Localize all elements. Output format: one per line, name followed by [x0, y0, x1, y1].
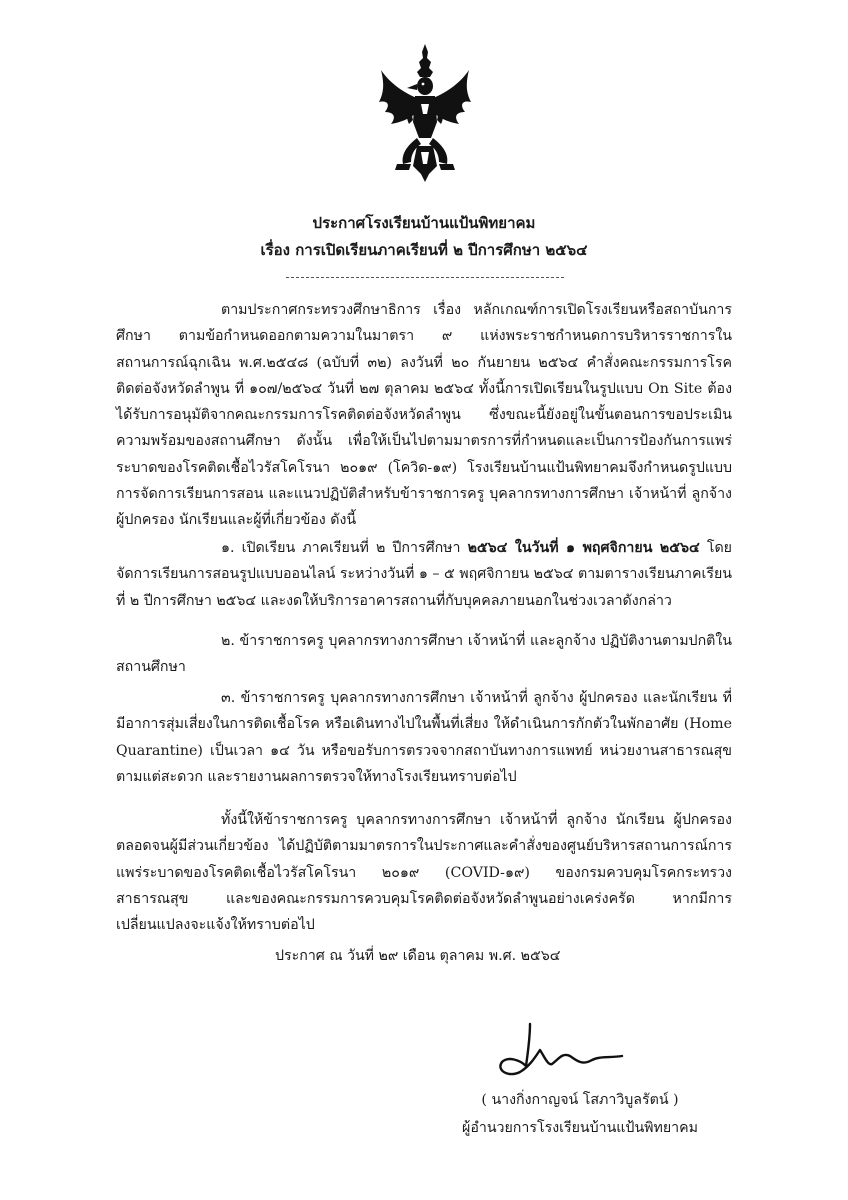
signer-name: ( นางกิ่งกาญจน์ โสภาวิบูลรัตน์ ) [481, 1092, 679, 1108]
intro-paragraph [116, 297, 732, 534]
announcement-date: ประกาศ ณ วันที่ ๒๙ เดือน ตุลาคม พ.ศ. ๒๕๖๔ [275, 948, 561, 964]
item-1-lead: ๑. เปิดเรียน ภาคเรียนที่ ๒ ปีการศึกษา [221, 540, 468, 556]
announcement-heading: ประกาศโรงเรียนบ้านแป้นพิทยาคม [312, 214, 536, 232]
item-3-paragraph [116, 685, 732, 790]
item-1-text [116, 535, 732, 614]
signer-position: ผู้อำนวยการโรงเรียนบ้านแป้นพิทยาคม [462, 1120, 698, 1136]
closing-paragraph [116, 807, 732, 938]
item-3-text: ๓. ข้าราชการครู บุคลากรทางการศึกษา เจ้าหน้าที่ ลูกจ้าง ผู้ปกครอง และนักเรียน ที่มีอาการสุ่มเสี่ยงในการติดเชื้อโรค หรือเดินทางไปในพื้นที่เสี่ยง ให้ดำเนินการกักตัวในพักอาศัย (Home Quarantine) เป็นเวลา ๑๔ วัน หรือขอรับการตรวจจากสถาบันทางการแพทย์ หน่วยงานสาธารณสุขตามแต่สะดวก และรายงานผลการตรวจให้ทางโรงเรียนทราบต่อไป [116, 690, 732, 785]
item-2-paragraph [116, 628, 732, 681]
item-1-paragraph [116, 535, 732, 614]
item-1-rest: โดยจัดการเรียนการสอนรูปแบบออนไลน์ ระหว่างวันที่ ๑ – ๕ พฤศจิกายน ๒๕๖๔ ตามตารางเรียนภาคเรียนที่ ๒ ปีการศึกษา ๒๕๖๔ และงดให้บริการอาคารสถานที่กับบุคคลภายนอกในช่วงเวลาดังกล่าว [116, 540, 732, 609]
closing-text: ทั้งนี้ให้ข้าราชการครู บุคลากรทางการศึกษา เจ้าหน้าที่ ลูกจ้าง นักเรียน ผู้ปกครอง ตลอดจนผู้มีส่วนเกี่ยวข้อง ได้ปฏิบัติตามมาตรการในประกาศและคำสั่งของศูนย์บริหารสถานการณ์การแพร่ระบาดของโรคติดเชื้อไวรัสโคโรนา ๒๐๑๙ (COVID-๑๙) ของกรมควบคุมโรคกระทรวงสาธารณสุข และของคณะกรรมการควบคุมโรคติดต่อจังหวัดลำพูนอย่างเคร่งครัด หากมีการเปลี่ยนแปลงจะแจ้งให้ทราบต่อไป [116, 812, 732, 934]
intro-text: ตามประกาศกระทรวงศึกษาธิการ เรื่อง หลักเกณฑ์การเปิดโรงเรียนหรือสถาบันการศึกษา ตามข้อกำหนดออกตามความในมาตรา ๙ แห่งพระราชกำหนดการบริหารราชการในสถานการณ์ฉุกเฉิน พ.ศ.๒๕๔๘ (ฉบับที่ ๓๒) ลงวันที่ ๒๐ กันยายน ๒๕๖๔ คำสั่งคณะกรรมการโรคติดต่อจังหวัดลำพูน ที่ ๑๐๗/๒๕๖๔ วันที่ ๒๗ ตุลาคม ๒๕๖๔ ทั้งนี้การเปิดเรียนในรูปแบบ On Site ต้องได้รับการอนุมัติจากคณะกรรมการโรคติดต่อจังหวัดลำพูน ซึ่งขณะนี้ยังอยู่ในขั้นตอนการขอประเมินความพร้อมของสถานศึกษา ดังนั้น เพื่อให้เป็นไปตามมาตรการที่กำหนดและเป็นการป้องกันการแพร่ระบาดของโรคติดเชื้อไวรัสโคโรนา ๒๐๑๙ (โควิด-๑๙) โรงเรียนบ้านแป้นพิทยาคมจึงกำหนดรูปแบบการจัดการเรียนการสอน และแนวปฏิบัติสำหรับข้าราชการครู บุคลากรทางการศึกษา เจ้าหน้าที่ ลูกจ้าง ผู้ปกครอง นักเรียนและผู้ที่เกี่ยวข้อง ดังนี้ [116, 302, 732, 529]
item-1-date-emphasis: ๒๕๖๔ ในวันที่ ๑ พฤศจิกายน ๒๕๖๔ [467, 540, 700, 556]
announcement-subject: เรื่อง การเปิดเรียนภาคเรียนที่ ๒ ปีการศึกษา ๒๕๖๔ [260, 241, 588, 259]
title-divider [286, 277, 564, 278]
item-2-text: ๒. ข้าราชการครู บุคลากรทางการศึกษา เจ้าหน้าที่ และลูกจ้าง ปฏิบัติงานตามปกติในสถานศึกษา [116, 633, 732, 676]
garuda-emblem-icon [377, 42, 473, 184]
handwritten-signature [496, 1016, 634, 1082]
